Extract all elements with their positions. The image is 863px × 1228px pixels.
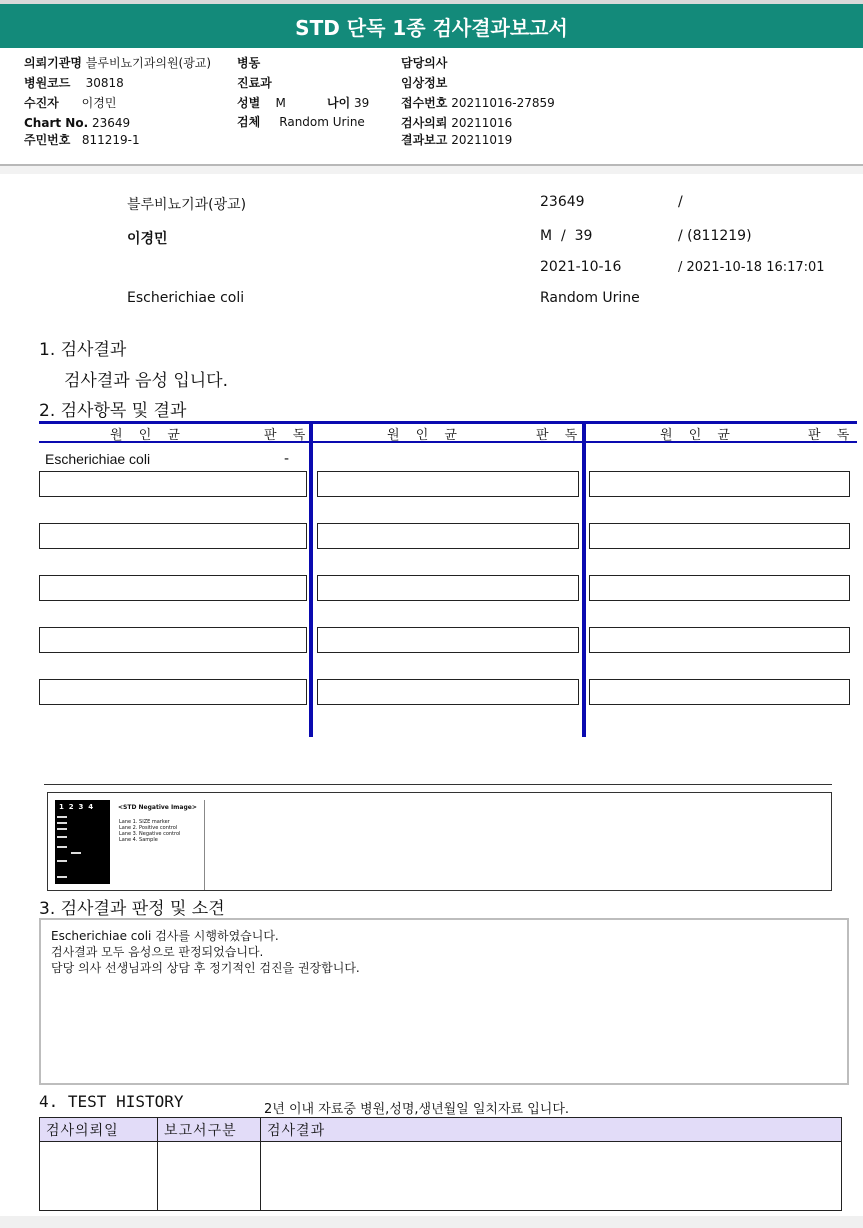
result-box bbox=[317, 471, 579, 497]
age-field: 나이 39 bbox=[327, 96, 370, 110]
col-organism-3: 원 인 균 bbox=[660, 428, 736, 443]
info-request-date: 2021-10-16 bbox=[540, 259, 622, 275]
gel-band bbox=[57, 860, 67, 862]
gel-band bbox=[57, 836, 67, 838]
gel-legend-title: <STD Negative Image> bbox=[118, 804, 197, 811]
table-col-divider-2 bbox=[582, 421, 586, 737]
history-col-result: 검사결과 bbox=[261, 1118, 842, 1142]
gel-band bbox=[57, 876, 67, 878]
info-sex-age: M / 39 bbox=[540, 228, 593, 244]
opinion-line-2: 검사결과 모두 음성으로 판정되었습니다. bbox=[51, 945, 264, 959]
info-resident: / (811219) bbox=[678, 228, 752, 244]
gel-band-positive bbox=[71, 852, 81, 854]
info-chart-no: 23649 bbox=[540, 194, 585, 210]
request-field: 검사의뢰 20211016 bbox=[401, 116, 513, 130]
result-box bbox=[39, 471, 307, 497]
result-box bbox=[39, 575, 307, 601]
gel-band bbox=[57, 822, 67, 824]
result-box bbox=[317, 575, 579, 601]
doctor-field: 담당의사 bbox=[401, 56, 448, 70]
info-name: 이경민 bbox=[127, 231, 168, 247]
history-cell bbox=[40, 1142, 158, 1211]
dept-field: 진료과 bbox=[237, 76, 272, 90]
result-box bbox=[39, 679, 307, 705]
hospital-field: 의뢰기관명 블루비뇨기과의원(광교) bbox=[24, 56, 212, 70]
section-1-text: 검사결과 음성 입니다. bbox=[64, 371, 229, 391]
opinion-box bbox=[39, 918, 849, 1085]
chart-field: Chart No. 23649 bbox=[24, 116, 131, 130]
gel-image bbox=[55, 800, 110, 884]
result-box bbox=[317, 679, 579, 705]
patient-field: 수진자 이경민 bbox=[24, 96, 117, 110]
gel-lane-2: Lane 2. Positive control bbox=[119, 825, 178, 831]
gel-band bbox=[57, 816, 67, 818]
result-box bbox=[589, 679, 850, 705]
col-judgement-2: 판 독 bbox=[536, 428, 584, 443]
sex-field: 성별 M bbox=[237, 96, 286, 110]
ward-field: 병동 bbox=[237, 56, 261, 70]
gel-lane-4: Lane 4. Sample bbox=[119, 837, 158, 843]
gel-band bbox=[57, 828, 67, 830]
gel-lane-1: Lane 1. SIZE marker bbox=[119, 819, 170, 825]
result-box bbox=[317, 627, 579, 653]
gel-divider bbox=[44, 784, 832, 785]
clinical-field: 임상정보 bbox=[401, 76, 448, 90]
opinion-line-3: 담당 의사 선생님과의 상담 후 정기적인 검진을 권장합니다. bbox=[51, 961, 360, 975]
result-box bbox=[317, 523, 579, 549]
receipt-field: 접수번호 20211016-27859 bbox=[401, 96, 555, 110]
history-col-report-type: 보고서구분 bbox=[158, 1118, 261, 1142]
info-hospital: 블루비뇨기과(광교) bbox=[127, 197, 247, 213]
info-organism: Escherichiae coli bbox=[127, 290, 245, 306]
specimen-field: 검체 Random Urine bbox=[237, 115, 365, 129]
table-col-divider-1 bbox=[309, 421, 313, 737]
history-table bbox=[39, 1117, 842, 1211]
footer-band bbox=[0, 1216, 863, 1228]
info-specimen: Random Urine bbox=[540, 290, 640, 306]
col-organism-1: 원 인 균 bbox=[110, 428, 186, 443]
result-box bbox=[39, 627, 307, 653]
gel-legend bbox=[110, 800, 205, 890]
history-note: 2년 이내 자료중 병원,성명,생년월일 일치자료 입니다. bbox=[264, 1102, 570, 1117]
history-cell bbox=[158, 1142, 261, 1211]
info-report-datetime: / 2021-10-18 16:17:01 bbox=[678, 260, 825, 275]
result-box bbox=[39, 523, 307, 549]
result-value: - bbox=[284, 451, 290, 467]
gel-lane-3: Lane 3. Negative control bbox=[119, 831, 181, 837]
col-judgement-1: 판 독 bbox=[264, 428, 312, 443]
section-2-title: 2. 검사항목 및 결과 bbox=[39, 401, 187, 421]
section-4-title: 4. TEST HISTORY bbox=[39, 1092, 184, 1111]
gel-lane-numbers: 1 2 3 4 bbox=[59, 803, 94, 811]
result-box bbox=[589, 523, 850, 549]
col-judgement-3: 판 독 bbox=[808, 428, 856, 443]
result-organism: Escherichiae coli bbox=[45, 451, 151, 467]
result-box bbox=[589, 627, 850, 653]
info-slash: / bbox=[678, 194, 683, 210]
section-1-title: 1. 검사결과 bbox=[39, 340, 127, 360]
section-3-title: 3. 검사결과 판정 및 소견 bbox=[39, 899, 225, 919]
resident-field: 주민번호 811219-1 bbox=[24, 133, 140, 147]
header-band bbox=[0, 166, 863, 174]
opinion-line-1: Escherichiae coli 검사를 시행하였습니다. bbox=[51, 929, 279, 943]
result-box bbox=[589, 471, 850, 497]
gel-band bbox=[57, 846, 67, 848]
report-title: STD 단독 1종 검사결과보고서 bbox=[0, 4, 863, 48]
result-box bbox=[589, 575, 850, 601]
col-organism-2: 원 인 균 bbox=[387, 428, 463, 443]
history-cell bbox=[261, 1142, 842, 1211]
history-col-request-date: 검사의뢰일 bbox=[40, 1118, 158, 1142]
report-field: 결과보고 20211019 bbox=[401, 133, 513, 147]
code-field: 병원코드 30818 bbox=[24, 76, 124, 90]
